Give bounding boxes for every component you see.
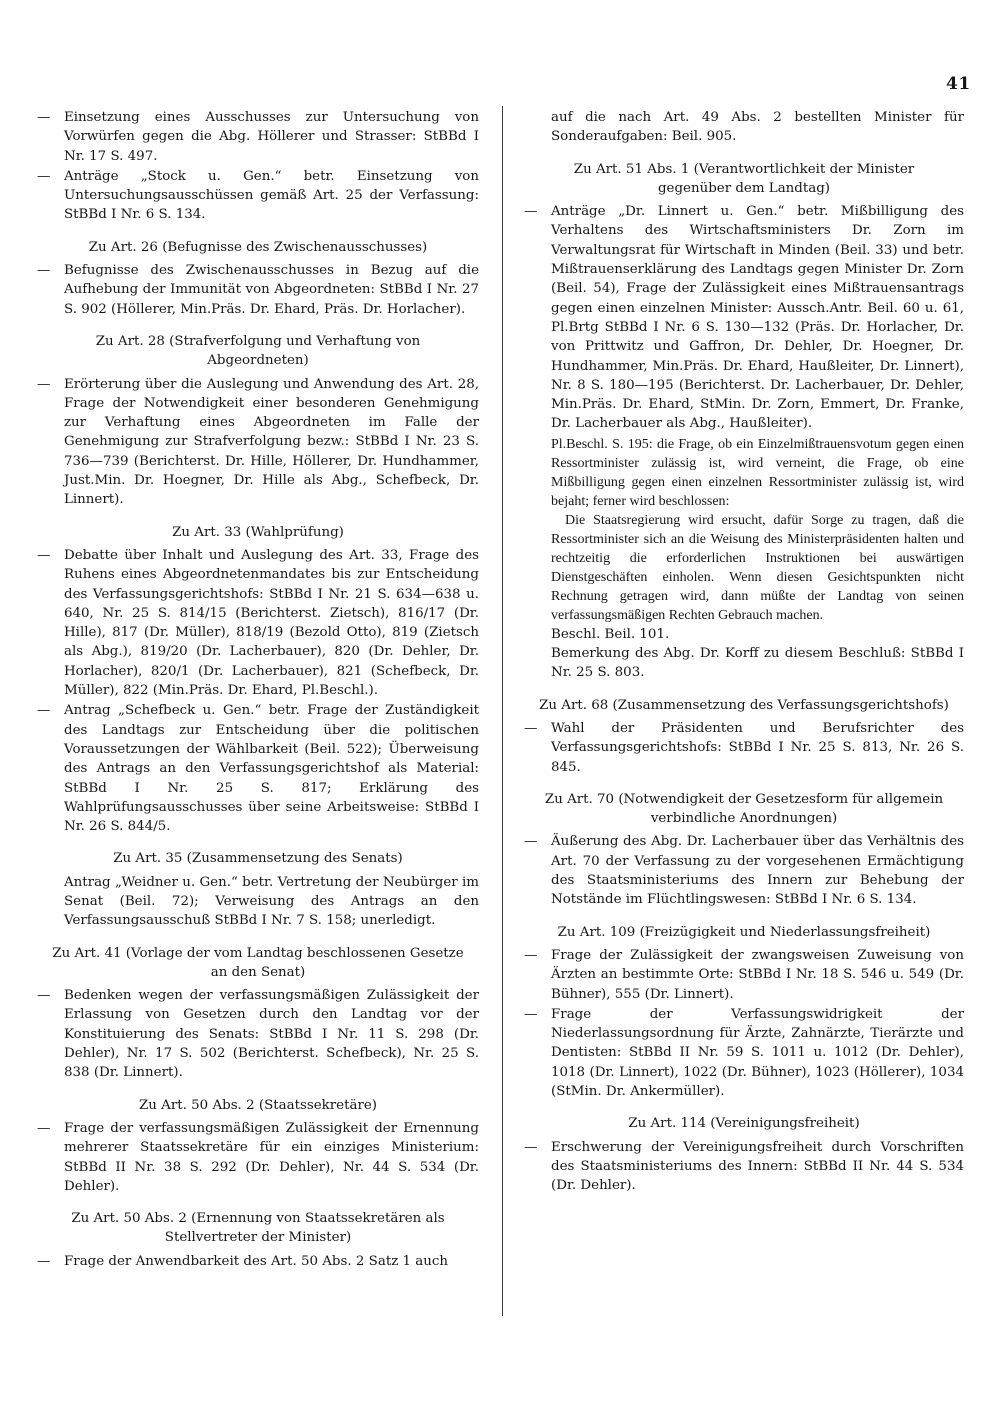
entry-text: Anträge „Dr. Linnert u. Gen.“ betr. Mißbilligung des Verhaltens des Wirtschaftsministers Dr. Zorn im Verwaltungsrat für Wirtschaft in Minden (Beil. 33) und betr. Mißtrauenserklärung des Landtags gegen Minister Dr. Zorn (Beil. 54), Frage der Zulässigkeit eines Mißtrauensantrags gegen einen einzelnen Minister: Aussch.Antr. Beil. 60 u. 61, Pl.Brtg StBBd I Nr. 6 S. 130—132 (Präs. Dr. Horlacher, Dr. von Prittwitz und Gaffron, Dr. Dehler, Dr. Hoegner, Dr. Hundhammer, Min.Präs. Dr. Ehard, Haußleiter, Dr. Linnert), Nr. 8 S. 180—195 (Berichterst. Dr. Lacherbauer, Dr. Dehler, Min.Präs. Dr. Ehard, StMin. Dr. Zorn, Emmert, Dr. Franke, Dr. Lacherbauer als Abg., Haußleiter). — [551, 204, 964, 432]
entry-dash: — — [37, 376, 51, 392]
right-column — [524, 100, 964, 1196]
section-heading: Zu Art. 50 Abs. 2 (Staatssekretäre) — [139, 1097, 377, 1113]
entry-dash: — — [524, 1006, 538, 1022]
entry-text: Anträge „Stock u. Gen.“ betr. Einsetzung von Untersuchungsausschüssen gemäß Art. 25 der Verfassung: StBBd I Nr. 6 S. 134. — [64, 168, 479, 223]
entry-dash: — — [37, 263, 51, 279]
entry-text: Wahl der Präsidenten und Berufsrichter des Verfassungsgerichtshofs: StBBd I Nr. 25 S. 813, Nr. 26 S. 845. — [551, 720, 964, 775]
index-section — [37, 108, 479, 225]
index-entry — [37, 873, 479, 931]
entry-text: Einsetzung eines Ausschusses zur Untersuchung von Vorwürfen gegen die Abg. Höllerer und Strasser: StBBd I Nr. 17 S. 497. — [64, 110, 479, 164]
index-entry — [524, 832, 964, 909]
resolution-attachment: Beschl. Beil. 101. — [551, 626, 670, 642]
entry-text: Frage der Anwendbarkeit des Art. 50 Abs. 2 Satz 1 auch — [64, 1253, 449, 1269]
index-entry — [37, 108, 479, 166]
index-section — [524, 923, 964, 1102]
entry-text: Frage der verfassungsmäßigen Zulässigkeit der Ernennung mehrerer Staatssekretäre für ein einziges Ministerium: StBBd II Nr. 38 S. 292 (Dr. Dehler), Nr. 44 S. 534 (Dr. Dehler). — [64, 1120, 479, 1194]
index-entry — [37, 167, 479, 225]
index-section — [524, 1114, 964, 1195]
index-entry — [37, 986, 479, 1082]
entry-dash: — — [37, 1120, 51, 1136]
entry-text: Frage der Verfassungswidrigkeit der Niederlassungsordnung für Ärzte, Zahnärzte, Tierärzte und Dentisten: StBBd II Nr. 59 S. 1011 u. 1012 (Dr. Dehler), 1018 (Dr. Linnert), 1022 (Dr. Bühner), 1023 (Höllerer), 1034 (StMin. Dr. Ankermüller). — [551, 1006, 964, 1099]
section-heading: Zu Art. 33 (Wahlprüfung) — [172, 524, 344, 540]
index-entry — [524, 202, 964, 434]
entry-text: Antrag „Schefbeck u. Gen.“ betr. Frage der Zuständigkeit des Landtags zur Entscheidung über die politischen Voraussetzungen der Wählbarkeit (Beil. 522); Überweisung des Antrags an den Verfassungsgerichtshof als Material: StBBd I Nr. 25 S. 817; Erklärung des Wahlprüfungsausschusses über seine Arbeitsweise: StBBd I Nr. 26 S. 844/5. — [64, 703, 479, 835]
index-entry — [37, 1119, 479, 1196]
index-entry — [524, 1005, 964, 1101]
section-heading: Zu Art. 109 (Freizügigkeit und Niederlassungsfreiheit) — [557, 924, 931, 940]
entry-text: Befugnisse des Zwischenausschusses in Bezug auf die Aufhebung der Immunität von Abgeordneten: StBBd I Nr. 27 S. 902 (Höllerer, Min.Präs. Dr. Ehard, Präs. Dr. Horlacher). — [64, 263, 479, 317]
entry-dash: — — [524, 947, 538, 963]
entry-dash: — — [37, 988, 51, 1004]
entry-dash: — — [524, 720, 538, 736]
section-heading: Zu Art. 26 (Befugnisse des Zwischenausschusses) — [88, 239, 428, 255]
left-column — [37, 100, 479, 1272]
index-entry — [37, 375, 479, 510]
section-heading: Zu Art. 50 Abs. 2 (Ernennung von Staatssekretären als Stellvertreter der Minister) — [71, 1211, 445, 1246]
index-section — [37, 849, 479, 930]
entry-dash: — — [524, 1139, 538, 1155]
index-entry — [37, 701, 479, 836]
entry-dash: — — [524, 204, 538, 220]
remark-entry: Bemerkung des Abg. Dr. Korff zu diesem Beschluß: StBBd I Nr. 25 S. 803. — [551, 646, 964, 681]
entry-dash: — — [37, 703, 51, 719]
index-entry — [524, 946, 964, 1004]
index-section — [524, 790, 964, 910]
entry-text: Antrag „Weidner u. Gen.“ betr. Vertretung der Neubürger im Senat (Beil. 72); Verweisung des Antrags an den Verfassungsausschuß StBBd I Nr. 7 S. 158; unerledigt. — [64, 874, 479, 929]
index-section — [37, 1096, 479, 1196]
entry-dash: — — [37, 168, 51, 184]
section-heading: Zu Art. 28 (Strafverfolgung und Verhaftung von Abgeordneten) — [95, 333, 421, 369]
column-divider — [502, 106, 503, 1316]
entry-text: Äußerung des Abg. Dr. Lacherbauer über das Verhältnis des Art. 70 der Verfassung zu der vorgesehenen Ermächtigung des Staatsministeriums des Innern zur Behebung der Notstände im Flüchtlingswesen: StBBd I Nr. 6 S. 134. — [551, 834, 964, 908]
entry-dash: — — [37, 547, 51, 563]
entry-text: Erörterung über die Auslegung und Anwendung des Art. 28, Frage der Notwendigkeit einer besonderen Genehmigung zur Verhaftung eines Abgeordneten im Falle der Genehmigung zur Strafverfolgung bezw.: StBBd I Nr. 23 S. 736—739 (Berichterst. Dr. Hille, Höllerer, Dr. Hundhammer, Just.Min. Dr. Hoegner, Dr. Hille als Abg., Schefbeck, Dr. Linnert). — [64, 376, 479, 508]
section-heading: Zu Art. 51 Abs. 1 (Verantwortlichkeit der Minister gegenüber dem Landtag) — [573, 161, 915, 196]
section-art-51 — [524, 160, 964, 683]
continuation-entry: auf die nach Art. 49 Abs. 2 bestellten Minister für Sonderaufgaben: Beil. 905. — [551, 110, 964, 145]
index-section — [37, 944, 479, 1083]
section-heading: Zu Art. 35 (Zusammensetzung des Senats) — [113, 851, 403, 867]
section-heading: Zu Art. 68 (Zusammensetzung des Verfassungsgerichtshofs) — [539, 697, 949, 713]
entry-text: Frage der Zulässigkeit der zwangsweisen Zuweisung von Ärzten an bestimmte Orte: StBBd I Nr. 18 S. 546 u. 549 (Dr. Bühner), 555 (Dr. Linnert). — [551, 947, 964, 1002]
index-section — [37, 523, 479, 837]
index-entry — [524, 1138, 964, 1196]
index-entry — [37, 1252, 479, 1271]
entry-text: Debatte über Inhalt und Auslegung des Art. 33, Frage des Ruhens eines Abgeordnetenmandates bis zur Entscheidung des Verfassungsgerichtshofs: StBBd I Nr. 21 S. 634—638 u. 640, Nr. 25 S. 814/15 (Berichterst. Zietsch), 816/17 (Dr. Hille), 817 (Dr. Müller), 818/19 (Bezold Otto), 819 (Zietsch als Abg.), 819/20 (Dr. Lacherbauer), 820 (Dr. Dehler, Dr. Horlacher), 820/1 (Dr. Lacherbauer), 821 (Schefbeck, Dr. Müller), 822 (Min.Präs. Dr. Ehard, Pl.Beschl.). — [64, 547, 479, 699]
index-section — [37, 1209, 479, 1271]
entry-text: Bedenken wegen der verfassungsmäßigen Zulässigkeit der Erlassung von Gesetzen durch den Landtag vor der Konstituierung des Senats: StBBd I Nr. 11 S. 298 (Dr. Dehler), Nr. 17 S. 502 (Berichterst. Schefbeck), Nr. 25 S. 838 (Dr. Linnert). — [64, 988, 479, 1081]
section-heading: Zu Art. 41 (Vorlage der vom Landtag beschlossenen Gesetze an den Senat) — [52, 945, 464, 980]
entry-dash: — — [37, 1253, 51, 1269]
index-entry — [37, 546, 479, 700]
index-section — [524, 696, 964, 777]
index-section — [37, 332, 479, 510]
resolution-text: Die Staatsregierung wird ersucht, dafür Sorge zu tragen, daß die Ressortminister sich an die Weisung des Ministerpräsidenten halten und rechtzeitig die erforderlichen Instruktionen bei auswärtigen Dienstgeschäften einholen. Wenn diesen Gesichtspunkten nicht Rechnung getragen wird, dann müßte der Landtag von seinen verfassungsmäßigen Rechten Gebrauch machen. — [551, 512, 964, 623]
index-section — [37, 238, 479, 319]
section-heading: Zu Art. 114 (Vereinigungsfreiheit) — [628, 1116, 860, 1132]
page-number: 41 — [946, 74, 971, 94]
entry-dash: — — [524, 834, 538, 850]
entry-dash: — — [37, 110, 51, 125]
entry-text: Erschwerung der Vereinigungsfreiheit durch Vorschriften des Staatsministeriums des Innern: StBBd II Nr. 44 S. 534 (Dr. Dehler). — [551, 1139, 964, 1194]
plenary-resolution: Pl.Beschl. S. 195: die Frage, ob ein Einzelmißtrauensvotum gegen einen Ressortminister zulässig ist, wird verneint, die Frage, ob eine Mißbilligung gegen einen einzelnen Ressortminister zulässig ist, wird bejaht; ferner wird beschlossen: — [551, 436, 964, 509]
section-heading: Zu Art. 70 (Notwendigkeit der Gesetzesform für allgemein verbindliche Anordnungen) — [544, 791, 944, 827]
index-entry — [37, 261, 479, 319]
index-entry — [524, 719, 964, 777]
